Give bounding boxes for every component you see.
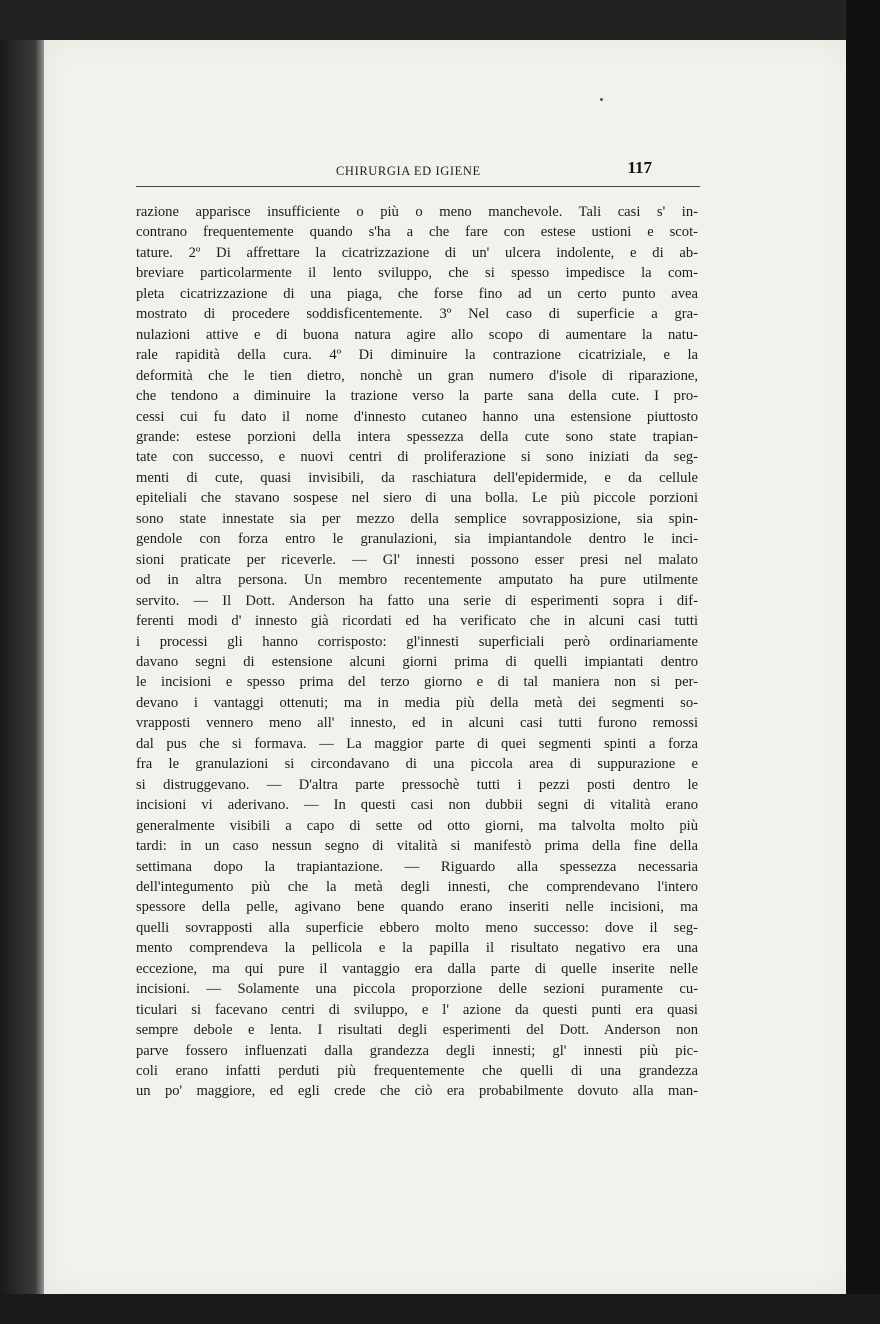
page-header: [136, 158, 698, 186]
scan-right-border: [846, 0, 880, 1324]
text-line: settimana dopo la trapiantazione. — Riguardo alla spessezza necessaria: [136, 858, 698, 875]
text-line: fra le granulazioni si circondavano di una piccola area di suppurazione e: [136, 756, 698, 773]
text-line: devano i vantaggi ottenuti; ma in media più della metà dei segmenti so-: [136, 694, 698, 711]
text-line: vrapposti vennero meno all' innesto, ed in alcuni casi tutti furono remossi: [136, 715, 698, 732]
text-line: i processi gli hanno corrisposto: gl'innesti superficiali però ordinariamente: [136, 633, 698, 650]
text-line: spessore della pelle, agivano bene quando erano inseriti nelle incisioni, ma: [136, 899, 698, 916]
text-line: dell'integumento più che la metà degli innesti, che comprendevano l'intero: [136, 878, 698, 895]
text-line: davano segni di estensione alcuni giorni prima di quelli impiantati dentro: [136, 653, 698, 670]
text-line: cessi cui fu dato il nome d'innesto cutaneo hanno una estensione piuttosto: [136, 408, 698, 425]
text-line: sono state innestate sia per mezzo della semplice sovrapposizione, sia spin-: [136, 510, 698, 527]
text-line: nulazioni attive e di buona natura agire allo scopo di aumentare la natu-: [136, 326, 698, 343]
text-line: sempre debole e lenta. I risultati degli esperimenti del Dott. Anderson non: [136, 1022, 698, 1039]
text-line: grande: estese porzioni della intera spessezza della cute sono state trapian-: [136, 428, 698, 445]
text-line: che tendono a diminuire la trazione verso la parte sana della cute. I pro-: [136, 388, 698, 405]
text-line: servito. — Il Dott. Anderson ha fatto una serie di esperimenti sopra i dif-: [136, 592, 698, 609]
text-line: generalmente visibili a capo di sette od otto giorni, ma talvolta molto più: [136, 817, 698, 834]
text-line: incisioni vi aderivano. — In questi casi non dubbii segni di vitalità erano: [136, 797, 698, 814]
text-line: pleta cicatrizzazione di una piaga, che forse fino ad un certo punto avea: [136, 285, 698, 302]
text-line: od in altra persona. Un membro recentemente amputato ha pure utilmente: [136, 572, 698, 589]
text-line: parve fossero influenzati dalla grandezza degli innesti; gl' innesti più pic-: [136, 1042, 698, 1059]
scan-bottom-border: [0, 1294, 880, 1324]
text-line: tate con successo, e nuovi centri di proliferazione si sono iniziati da seg-: [136, 449, 698, 466]
text-line: eccezione, ma qui pure il vantaggio era dalla parte di quelle inserite nelle: [136, 960, 698, 977]
text-line: epiteliali che stavano sospese nel siero di una bolla. Le più piccole porzioni: [136, 490, 698, 507]
text-line: rale rapidità della cura. 4º Di diminuire la contrazione cicatriziale, e la: [136, 347, 698, 364]
text-line: gendole con forza entro le granulazioni, sia impiantandole dentro le inci-: [136, 531, 698, 548]
header-rule: [136, 186, 700, 187]
text-line: le incisioni e spesso prima del terzo giorno e di tal maniera non si per-: [136, 674, 698, 691]
binding-shadow: [0, 40, 50, 1300]
text-line: deformità che le tien dietro, nonchè un gran numero d'isole di riparazione,: [136, 367, 698, 384]
text-line: mostrato di procedere soddisficentemente. 3º Nel caso di superficie a gra-: [136, 306, 698, 323]
text-line: coli erano infatti perduti più frequentemente che quelli di una grandezza: [136, 1063, 698, 1080]
text-line: breviare particolarmente il lento sviluppo, che si spesso impedisce la com-: [136, 265, 698, 282]
text-line: quelli sovrapposti alla superficie ebbero molto meno successo: dove il seg-: [136, 919, 698, 936]
text-line: ferenti modi d' innesto già ricordati ed ha verificato che in alcuni casi tutti: [136, 613, 698, 630]
text-line: sioni praticate per riceverle. — Gl' innesti possono esser presi nel malato: [136, 551, 698, 568]
text-line: un po' maggiore, ed egli crede che ciò era probabilmente dovuto alla man-: [136, 1083, 698, 1100]
text-line: si distruggevano. — D'altra parte pressochè tutti i pezzi posti dentro le: [136, 776, 698, 793]
text-line: menti di cute, quasi invisibili, da raschiatura dell'epidermide, e da cellule: [136, 469, 698, 486]
text-line: dal pus che si formava. — La maggior parte di quei segmenti spinti a forza: [136, 735, 698, 752]
body-text: [136, 202, 698, 1102]
text-line: tature. 2º Di affrettare la cicatrizzazione di un' ulcera indolente, e di ab-: [136, 244, 698, 261]
text-line: tardi: in un caso nessun segno di vitalità si manifestò prima della fine della: [136, 838, 698, 855]
text-line: contrano frequentemente quando s'ha a che fare con estese ustioni e scot-: [136, 224, 698, 241]
text-line: incisioni. — Solamente una piccola proporzione delle sezioni puramente cu-: [136, 981, 698, 998]
page-number: 117: [627, 158, 652, 177]
running-head: CHIRURGIA ED IGIENE: [336, 164, 481, 178]
text-line: mento comprendeva la pellicola e la papilla il risultato negativo era una: [136, 940, 698, 957]
text-line: ticulari si facevano centri di sviluppo, e l' azione da questi punti era quasi: [136, 1001, 698, 1018]
text-line: razione apparisce insufficiente o più o meno manchevole. Tali casi s' in-: [136, 204, 698, 220]
paper-speck: [600, 98, 603, 101]
